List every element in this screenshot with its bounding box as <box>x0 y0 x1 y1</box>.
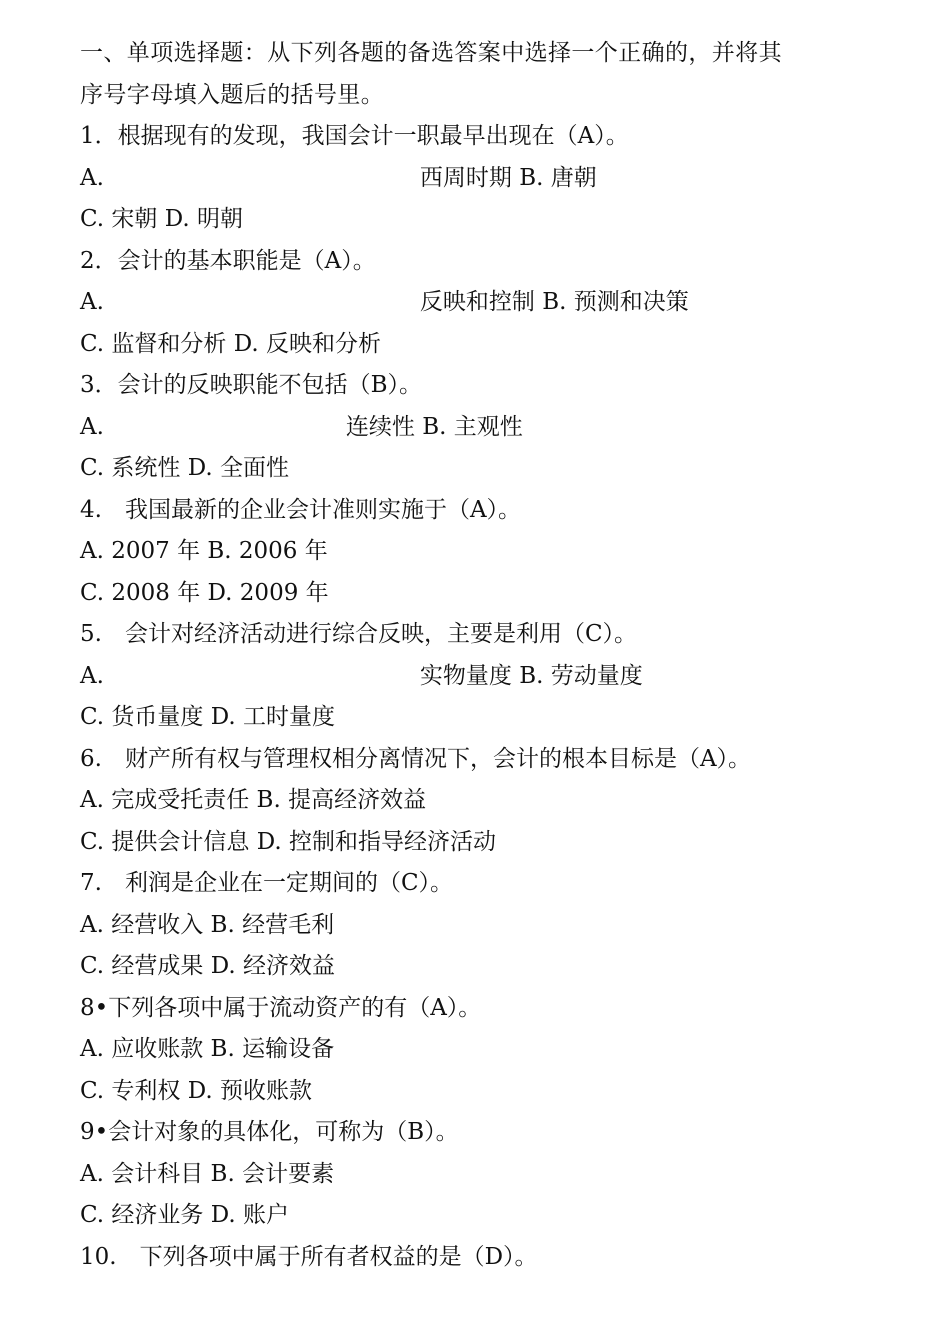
question-4-stem: 4. 我国最新的企业会计准则实施于（A）。 <box>80 496 522 523</box>
question-6-options-cd: C. 提供会计信息 D. 控制和指导经济活动 <box>80 828 496 855</box>
question-1-options-cd: C. 宋朝 D. 明朝 <box>80 206 243 232</box>
question-2-stem: 2．会计的基本职能是（A）。 <box>80 247 376 274</box>
question-3-options-cd: C. 系统性 D. 全面性 <box>80 455 289 481</box>
question-10-stem: 10. 下列各项中属于所有者权益的是（D）。 <box>80 1243 538 1270</box>
question-2-options-cd: C. 监督和分析 D. 反映和分析 <box>80 330 381 357</box>
question-8-options-cd: C. 专利权 D. 预收账款 <box>80 1077 312 1104</box>
section-heading-line-1: 一、单项选择题：从下列各题的备选答案中选择一个正确的，并将其 <box>80 40 782 66</box>
section-heading-line-2: 序号字母填入题后的括号里。 <box>80 82 385 108</box>
option-a-b-text: 反映和控制 B. 预测和决策 <box>419 289 689 315</box>
question-5-options-cd: C. 货币量度 D. 工时量度 <box>80 704 335 730</box>
question-9-stem: 9•会计对象的具体化，可称为（B）。 <box>80 1119 459 1145</box>
question-6-options-ab: A. 完成受托责任 B. 提高经济效益 <box>80 787 427 813</box>
question-8-stem: 8•下列各项中属于流动资产的有（A）。 <box>80 994 482 1021</box>
option-a-b-text: 西周时期 B. 唐朝 <box>419 164 597 191</box>
option-a-b-text: 实物量度 B. 劳动量度 <box>419 662 643 689</box>
option-a-label: A. <box>80 164 104 191</box>
question-5-options-ab <box>80 656 870 698</box>
option-a-label: A. <box>80 413 104 440</box>
question-7-stem: 7. 利润是企业在一定期间的（C）。 <box>80 870 454 896</box>
question-8-options-ab: A. 应收账款 B. 运输设备 <box>80 1036 335 1062</box>
question-2-options-ab <box>80 282 870 324</box>
question-9-options-cd: C. 经济业务 D. 账户 <box>80 1202 289 1228</box>
question-1-options-ab <box>80 158 870 200</box>
question-7-options-ab: A. 经营收入 B. 经营毛利 <box>80 911 335 938</box>
question-3-stem: 3．会计的反映职能不包括（B）。 <box>80 372 423 398</box>
question-5-stem: 5. 会计对经济活动进行综合反映，主要是利用（C）。 <box>80 621 638 647</box>
question-3-options-ab <box>80 407 870 449</box>
document-page <box>80 32 870 1278</box>
question-6-stem: 6. 财产所有权与管理权相分离情况下，会计的根本目标是（A）。 <box>80 745 752 772</box>
option-a-label: A. <box>80 662 104 689</box>
question-9-options-ab: A. 会计科目 B. 会计要素 <box>80 1160 335 1187</box>
question-7-options-cd: C. 经营成果 D. 经济效益 <box>80 953 335 979</box>
option-a-label: A. <box>80 289 104 315</box>
question-4-options-cd: C. 2008 年 D. 2009 年 <box>80 579 329 606</box>
question-4-options-ab: A. 2007 年 B. 2006 年 <box>80 538 328 564</box>
option-a-b-text: 连续性 B. 主观性 <box>345 413 523 440</box>
question-1-stem: 1．根据现有的发现，我国会计一职最早出现在（A）。 <box>80 123 629 149</box>
